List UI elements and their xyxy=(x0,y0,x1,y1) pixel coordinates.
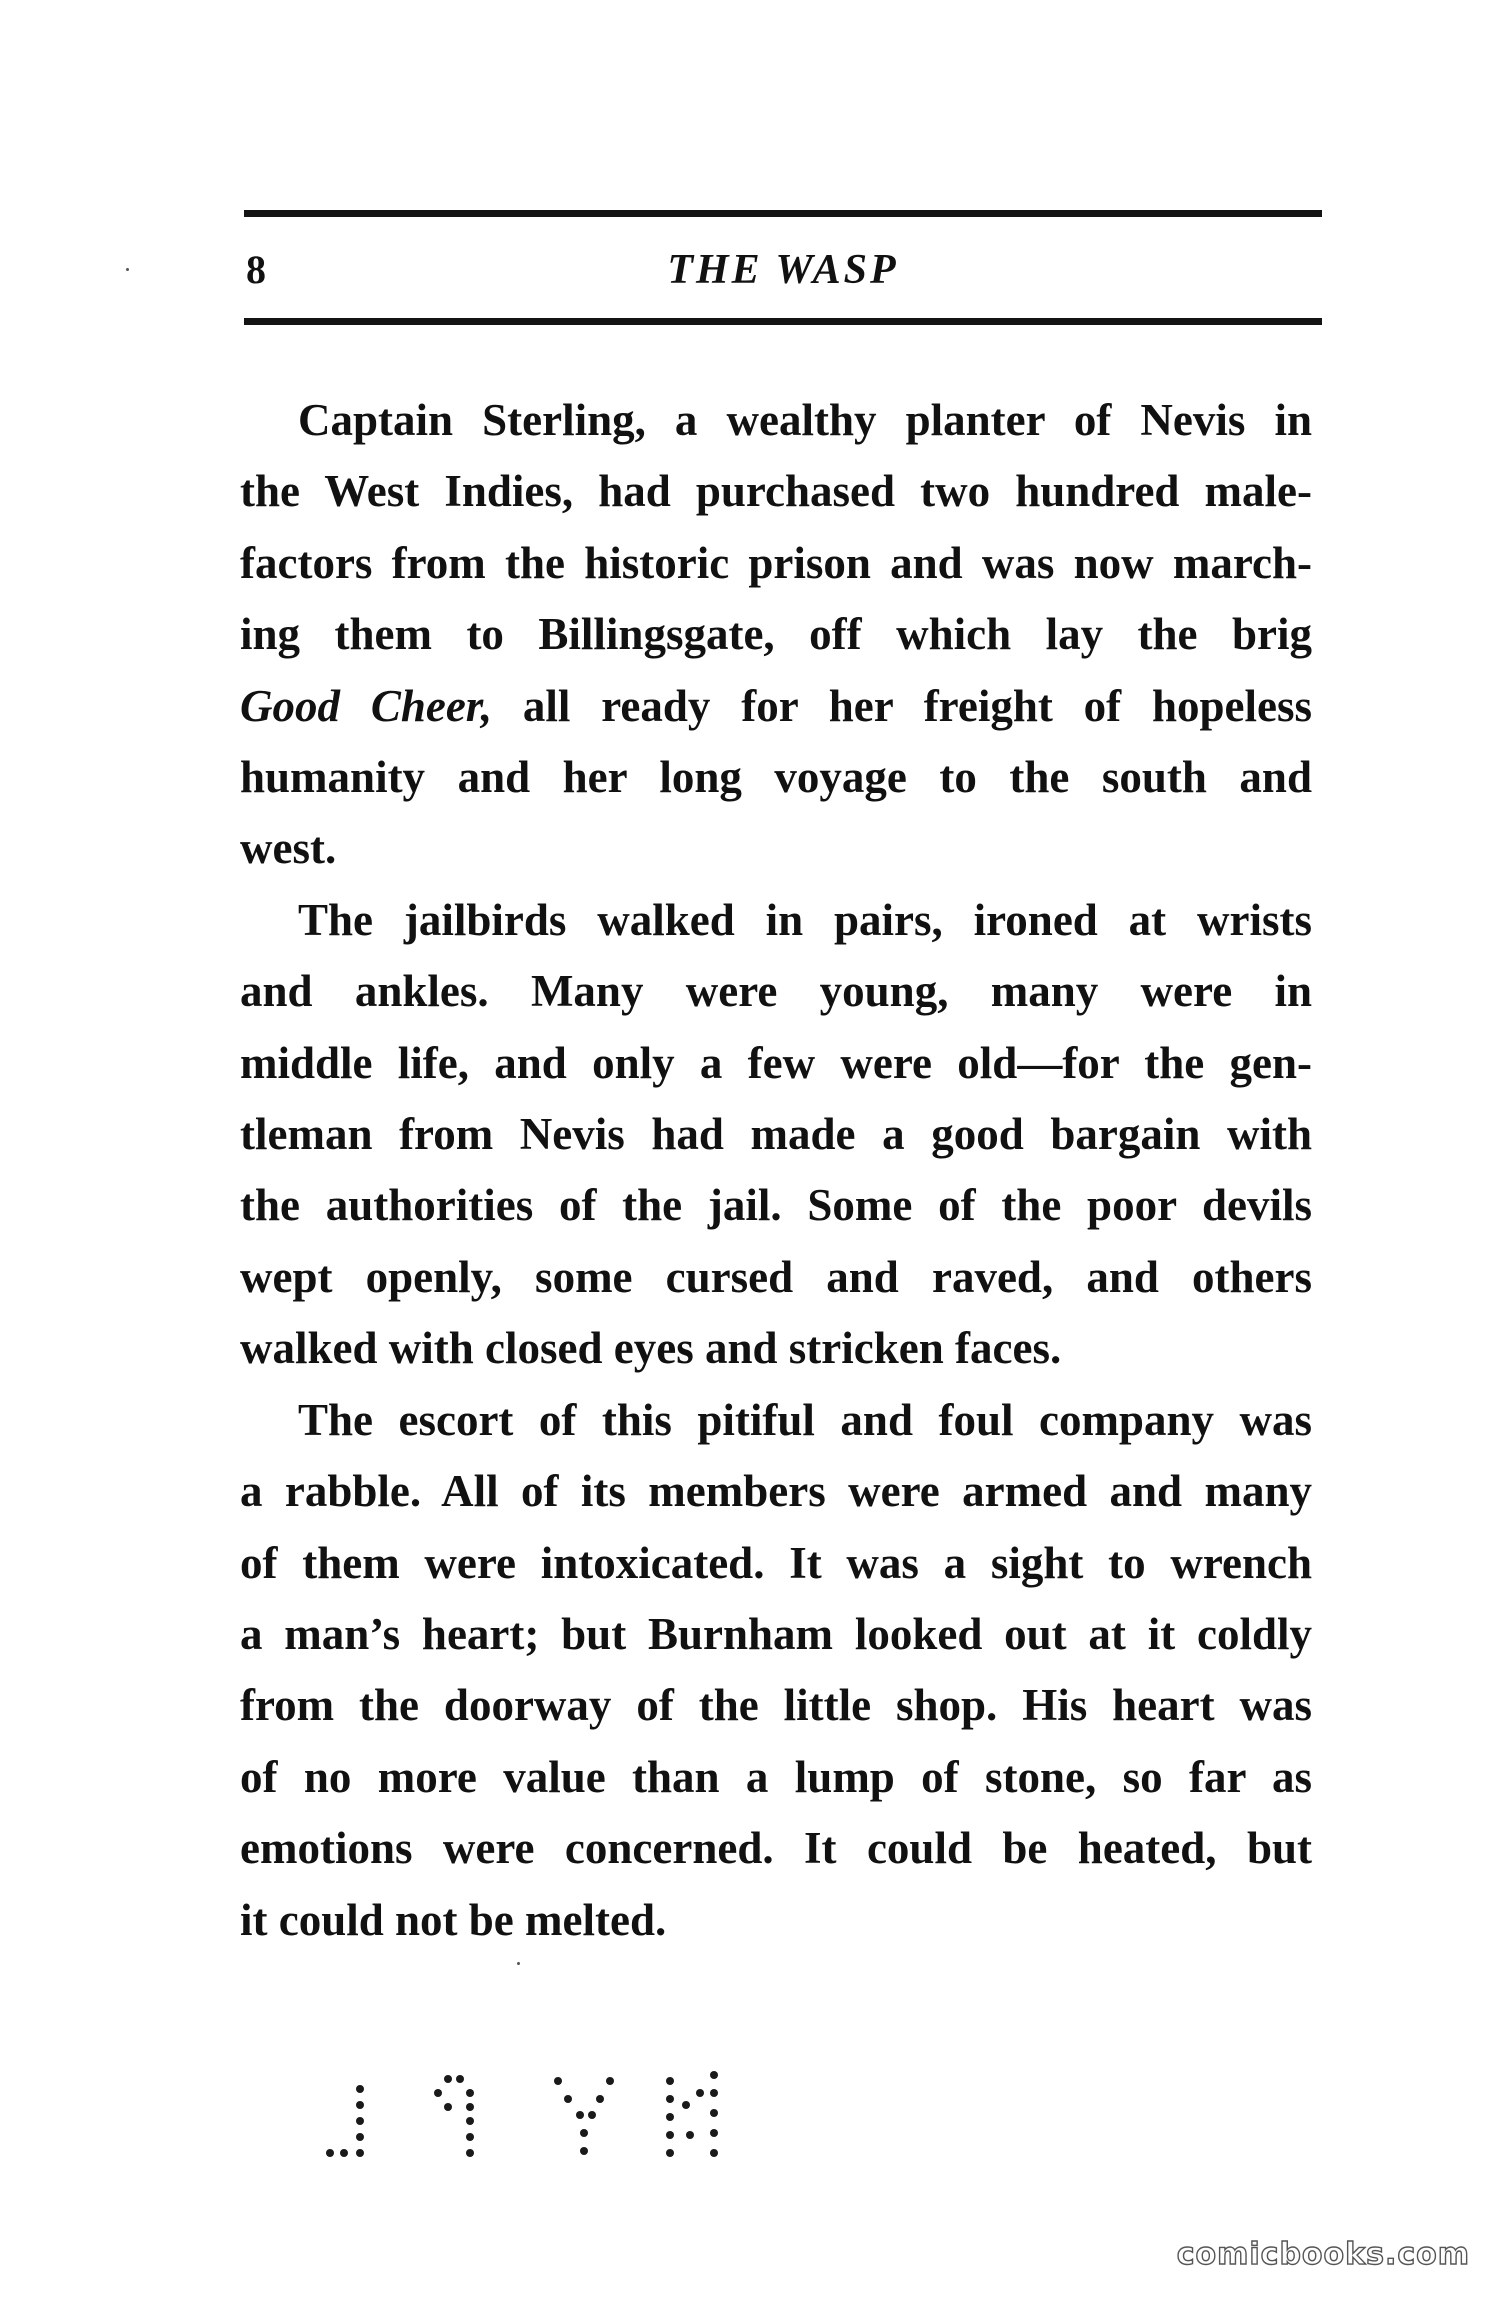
watermark-logo: comicbooks.com xyxy=(1176,2237,1470,2272)
print-speck xyxy=(517,1962,520,1965)
page-title: THE WASP xyxy=(667,247,899,293)
paragraph-1 xyxy=(240,385,1312,885)
paragraph-2 xyxy=(240,885,1312,1385)
print-speck xyxy=(126,268,129,271)
text-line: the West Indies, had purchased two hundred male- xyxy=(240,466,1312,517)
text-line: a man’s heart; but Burnham looked out at it coldly xyxy=(240,1608,1312,1659)
page-number: 8 xyxy=(246,247,266,292)
text-line: wept openly, some cursed and raved, and others xyxy=(240,1251,1312,1302)
text-line: middle life, and only a few were old—for the gen- xyxy=(240,1037,1312,1088)
ship-name: Good Cheer, xyxy=(240,680,493,731)
text-line: of them were intoxicated. It was a sight to wrench xyxy=(240,1537,1312,1588)
text-line: tleman from Nevis had made a good bargain with xyxy=(240,1109,1312,1160)
text-line: walked with closed eyes and stricken faces. xyxy=(240,1323,1062,1374)
perforation-stamp xyxy=(320,2065,740,2165)
text-line: west. xyxy=(240,823,337,874)
text-line: and ankles. Many were young, many were in xyxy=(240,966,1312,1017)
text-line: the authorities of the jail. Some of the poor devils xyxy=(240,1180,1312,1231)
paragraph-3 xyxy=(240,1385,1312,1956)
text-line-rest: all ready for her freight of hopeless xyxy=(522,680,1312,731)
text-line: Captain Sterling, a wealthy planter of Nevis in xyxy=(298,395,1312,445)
perforation-dots-graphic xyxy=(320,2065,740,2165)
header-rule-bottom xyxy=(244,318,1322,325)
text-line: of no more value than a lump of stone, so far as xyxy=(240,1751,1312,1802)
text-line: The jailbirds walked in pairs, ironed at wrists xyxy=(298,894,1312,945)
body-text xyxy=(240,385,1312,1956)
text-line: humanity and her long voyage to the south and xyxy=(240,752,1312,803)
text-line: a rabble. All of its members were armed and many xyxy=(240,1466,1312,1517)
text-line: from the doorway of the little shop. His heart was xyxy=(240,1680,1312,1731)
text-line: The escort of this pitiful and foul company was xyxy=(298,1394,1312,1445)
text-line: ing them to Billingsgate, off which lay the brig xyxy=(240,609,1312,660)
header-rule-top xyxy=(244,210,1322,217)
running-head xyxy=(244,240,1322,300)
text-line-with-ship-name xyxy=(240,671,1312,742)
text-line: factors from the historic prison and was now march- xyxy=(240,537,1312,588)
text-line: it could not be melted. xyxy=(240,1894,667,1945)
text-line: emotions were concerned. It could be heated, but xyxy=(240,1823,1312,1874)
